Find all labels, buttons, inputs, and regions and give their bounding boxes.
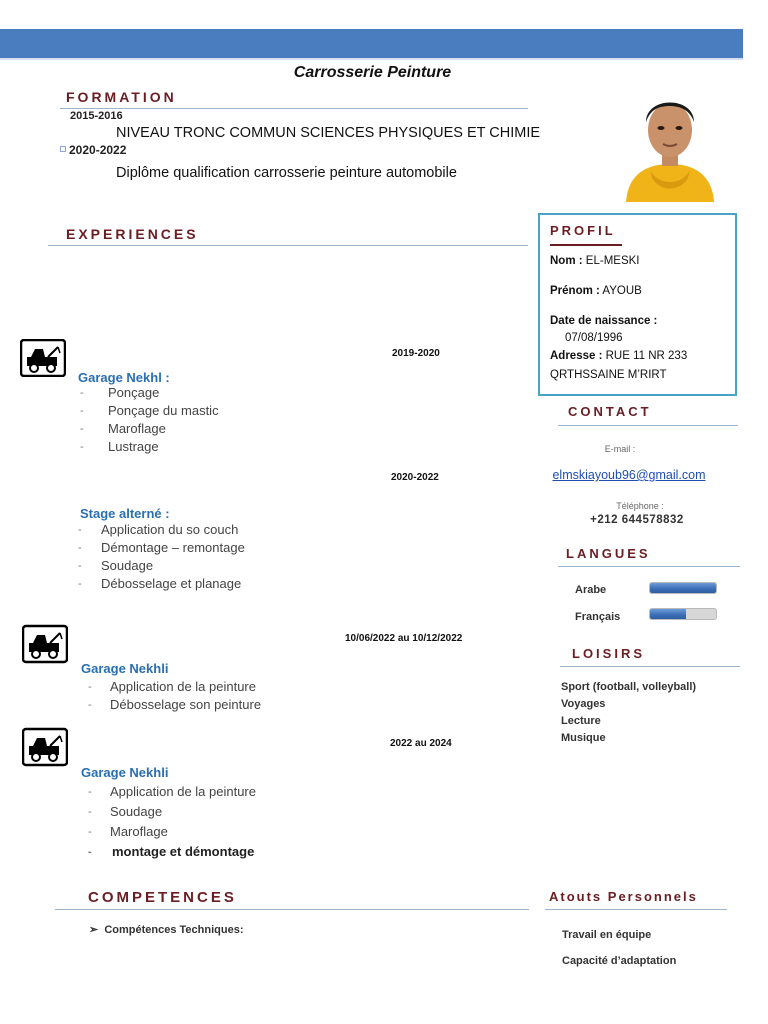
langues-divider — [558, 566, 740, 567]
experience-period-1: 2019-2020 — [392, 348, 440, 359]
loisirs-list — [561, 679, 696, 747]
loisirs-divider — [560, 666, 740, 667]
language-level-bar-francais — [649, 608, 717, 620]
tow-truck-icon — [20, 339, 66, 377]
experience-tasks-1 — [80, 384, 219, 456]
profil-nom — [550, 255, 639, 267]
tow-truck-icon — [22, 623, 68, 661]
profil-naissance-label: Date de naissance : — [550, 315, 658, 327]
atouts-divider — [545, 909, 727, 910]
experience-employer-4: Garage Nekhli — [81, 765, 169, 780]
list-item: - Ponçage — [80, 384, 219, 402]
contact-heading: CONTACT — [568, 404, 652, 419]
competences-item — [89, 923, 244, 936]
language-level-bar-arabe — [649, 582, 717, 594]
list-item: - Soudage — [78, 557, 245, 575]
list-item: Sport (football, volleyball) — [561, 681, 697, 693]
profil-naissance-value: 07/08/1996 — [565, 332, 623, 344]
email-link[interactable]: elmskiayoub96@gmail.com — [552, 468, 706, 482]
formation-text-2: Diplôme qualification carrosserie peinture automobile — [116, 165, 457, 181]
profil-prenom-label: Prénom : — [550, 285, 600, 297]
atouts-heading: Atouts Personnels — [549, 889, 698, 904]
list-item: Voyages — [561, 698, 606, 710]
experiences-divider — [48, 245, 528, 246]
list-item: Musique — [561, 732, 606, 744]
formation-divider — [60, 108, 528, 109]
language-level-fill — [650, 583, 716, 593]
profil-nom-value: EL-MESKI — [585, 255, 640, 267]
experience-employer-3: Garage Nekhli — [81, 661, 169, 676]
list-item: - Application de la peinture — [88, 678, 261, 696]
loisirs-heading: LOISIRS — [572, 646, 646, 661]
experience-tasks-4 — [88, 782, 256, 862]
tow-truck-icon — [22, 726, 68, 764]
profil-heading: PROFIL — [550, 223, 616, 238]
competences-divider — [55, 909, 529, 910]
experience-period-4: 2022 au 2024 — [390, 738, 452, 749]
langues-heading: LANGUES — [566, 546, 651, 561]
list-item: - Maroflage — [80, 420, 219, 438]
header-bar — [0, 29, 743, 60]
profil-adresse-label: Adresse : — [550, 350, 603, 362]
experience-tasks-3 — [88, 678, 261, 714]
list-item: - Démontage – remontage — [78, 539, 245, 557]
list-item: Travail en équipe — [562, 929, 652, 941]
formation-heading: FORMATION — [66, 89, 177, 105]
formation-years-1: 2015-2016 — [70, 110, 123, 122]
list-item: - Application de la peinture — [88, 782, 256, 802]
language-level-fill — [650, 609, 686, 619]
phone-number: +212 644578832 — [590, 514, 684, 526]
list-item: - Application du so couch — [78, 521, 245, 539]
profil-prenom-value: AYOUB — [602, 285, 642, 297]
phone-label: Téléphone : — [616, 501, 664, 511]
profil-underline — [550, 244, 622, 246]
list-item: Capacité d’adaptation — [562, 955, 677, 967]
experience-period-2: 2020-2022 — [391, 472, 439, 483]
email-label: E-mail : — [604, 444, 636, 454]
profil-adresse — [550, 350, 687, 362]
competences-item-label: Compétences Techniques: — [104, 924, 244, 936]
profil-adresse-value: RUE 11 NR 233 — [605, 350, 688, 362]
experience-tasks-2 — [78, 521, 245, 593]
list-item: - Débosselage et planage — [78, 575, 245, 593]
profil-box — [538, 213, 737, 396]
profil-adresse-line2: QRTHSSAINE M’RIRT — [550, 369, 667, 381]
competences-heading: COMPETENCES — [88, 889, 237, 906]
profile-photo — [618, 78, 722, 202]
language-name-francais: Français — [575, 611, 621, 623]
list-item: - Maroflage — [88, 822, 256, 842]
list-item: - Soudage — [88, 802, 256, 822]
contact-divider — [558, 425, 738, 426]
experiences-heading: EXPERIENCES — [66, 226, 199, 242]
checkbox-icon — [60, 146, 66, 152]
profil-prenom — [550, 285, 642, 297]
page-title: Carrosserie Peinture — [293, 64, 452, 81]
formation-text-1: NIVEAU TRONC COMMUN SCIENCES PHYSIQUES ET CHIMIE — [116, 125, 541, 141]
list-item: Lecture — [561, 715, 601, 727]
profil-nom-label: Nom : — [550, 255, 583, 267]
list-item: - montage et démontage — [88, 842, 256, 862]
experience-period-3: 10/06/2022 au 10/12/2022 — [345, 633, 463, 644]
language-name-arabe: Arabe — [575, 584, 607, 596]
experience-employer-2: Stage alterné : — [80, 506, 170, 521]
list-item: - Lustrage — [80, 438, 219, 456]
formation-years-2: 2020-2022 — [69, 143, 127, 157]
list-item: - Ponçage du mastic — [80, 402, 219, 420]
arrow-bullet-icon: ➢ — [89, 924, 99, 936]
list-item: - Débosselage son peinture — [88, 696, 261, 714]
experience-employer-1: Garage Nekhl : — [78, 370, 170, 385]
